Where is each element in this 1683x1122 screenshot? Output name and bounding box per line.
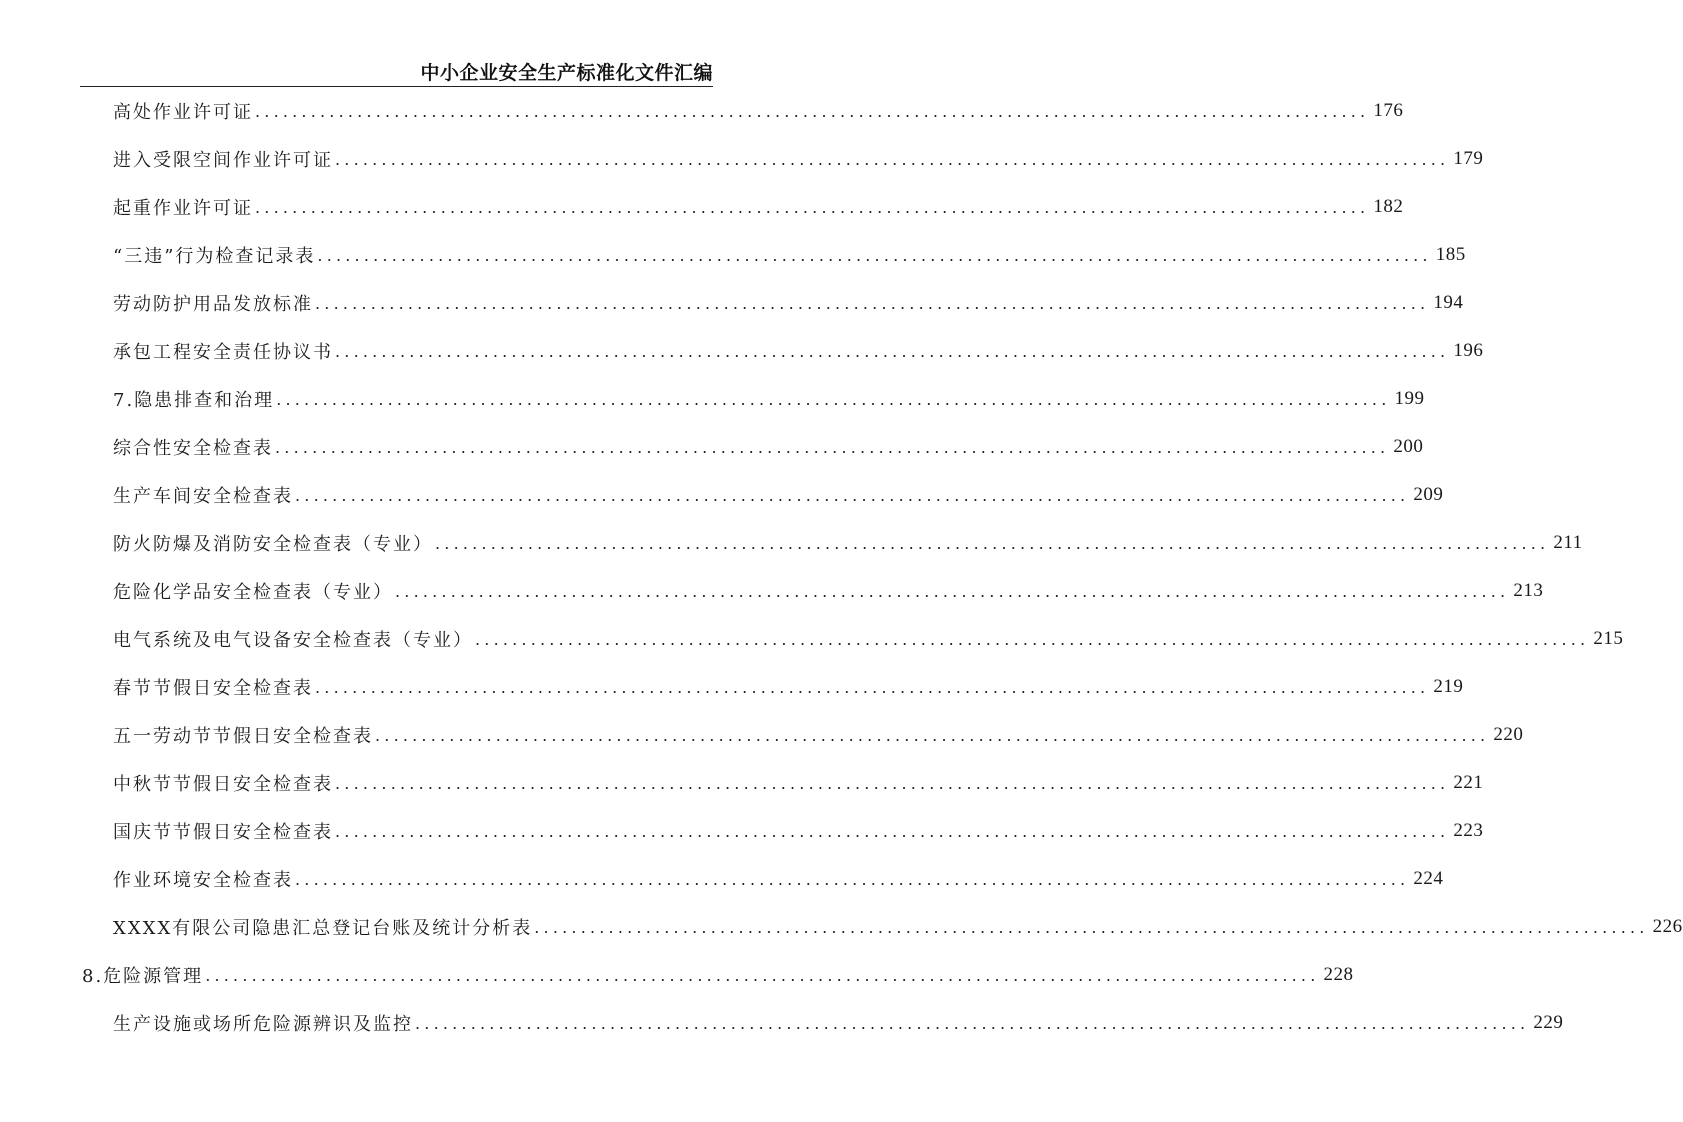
toc-entry-label: 承包工程安全责任协议书 <box>113 342 333 363</box>
toc-entry-label: 春节节假日安全检查表 <box>113 678 313 699</box>
toc-entry[interactable] <box>113 768 1484 798</box>
toc-dot-leader: ........................................................................................................................ <box>315 677 1430 697</box>
toc-dot-leader: ........................................................................................................................ <box>335 341 1450 361</box>
toc-entry-page-number: 220 <box>1493 724 1524 745</box>
toc-dot-leader: ........................................................................................................................ <box>205 965 1320 985</box>
toc-entry[interactable] <box>113 480 1444 510</box>
toc-entry-page-number: 215 <box>1593 628 1624 649</box>
toc-dot-leader: ........................................................................................................................ <box>295 869 1410 889</box>
toc-dot-leader: ........................................................................................................................ <box>275 437 1390 457</box>
toc-dot-leader: ........................................................................................................................ <box>315 293 1430 313</box>
toc-entry-label: XXXX有限公司隐患汇总登记台账及统计分析表 <box>113 918 533 939</box>
toc-dot-leader: ........................................................................................................................ <box>317 245 1432 265</box>
toc-entry-label: 7.隐患排查和治理 <box>113 390 275 411</box>
header-rule <box>80 86 713 87</box>
toc-entry[interactable] <box>113 576 1544 606</box>
toc-entry-page-number: 213 <box>1513 580 1544 601</box>
toc-entry-page-number: 179 <box>1453 148 1484 169</box>
toc-entry-page-number: 221 <box>1453 772 1484 793</box>
toc-entry-label: 生产车间安全检查表 <box>113 486 293 507</box>
toc-entry[interactable] <box>113 144 1484 174</box>
toc-entry-page-number: 182 <box>1373 196 1404 217</box>
toc-entry[interactable] <box>113 96 1404 126</box>
toc-dot-leader: ........................................................................................................................ <box>255 197 1370 217</box>
toc-entry-page-number: 185 <box>1435 244 1466 265</box>
toc-dot-leader: ........................................................................................................................ <box>415 1013 1530 1033</box>
toc-dot-leader: ........................................................................................................................ <box>276 389 1391 409</box>
toc-entry[interactable] <box>113 384 1425 414</box>
toc-entry-page-number: 209 <box>1413 484 1444 505</box>
toc-entry[interactable] <box>113 1008 1564 1038</box>
toc-entry-page-number: 226 <box>1652 916 1683 937</box>
toc-dot-leader: ........................................................................................................................ <box>335 773 1450 793</box>
toc-entry[interactable] <box>113 432 1424 462</box>
toc-dot-leader: ........................................................................................................................ <box>375 725 1490 745</box>
toc-entry-label: 综合性安全检查表 <box>113 438 273 459</box>
toc-entry-page-number: 219 <box>1433 676 1464 697</box>
toc-entry[interactable] <box>113 816 1484 846</box>
toc-entry-label: 高处作业许可证 <box>113 102 253 123</box>
toc-entry[interactable] <box>113 288 1464 318</box>
toc-entry-label: 危险化学品安全检查表（专业） <box>113 582 393 603</box>
toc-dot-leader: ........................................................................................................................ <box>255 101 1370 121</box>
toc-entry[interactable] <box>113 528 1583 558</box>
toc-entry[interactable] <box>113 240 1466 270</box>
toc-entry-page-number: 228 <box>1323 964 1354 985</box>
toc-dot-leader: ........................................................................................................................ <box>335 821 1450 841</box>
toc-entry-page-number: 176 <box>1373 100 1404 121</box>
toc-entry[interactable] <box>113 864 1444 894</box>
toc-entry-page-number: 196 <box>1453 340 1484 361</box>
toc-dot-leader: ........................................................................................................................ <box>335 149 1450 169</box>
toc-entry-label: 劳动防护用品发放标准 <box>113 294 313 315</box>
toc-dot-leader: ........................................................................................................................ <box>295 485 1410 505</box>
toc-entry-page-number: 194 <box>1433 292 1464 313</box>
toc-entry-label: 防火防爆及消防安全检查表（专业） <box>113 534 433 555</box>
toc-entry-page-number: 199 <box>1394 388 1425 409</box>
toc-entry[interactable] <box>113 336 1484 366</box>
toc-entry-page-number: 223 <box>1453 820 1484 841</box>
running-header-title: 中小企业安全生产标准化文件汇编 <box>420 62 713 84</box>
toc-entry-label: “三违”行为检查记录表 <box>113 246 316 267</box>
toc-dot-leader: ........................................................................................................................ <box>435 533 1550 553</box>
toc-entry-label: 进入受限空间作业许可证 <box>113 150 333 171</box>
toc-entry-label: 电气系统及电气设备安全检查表（专业） <box>113 630 473 651</box>
toc-dot-leader: ........................................................................................................................ <box>475 629 1590 649</box>
toc-dot-leader: ........................................................................................................................ <box>534 917 1649 937</box>
toc-entry[interactable] <box>113 720 1524 750</box>
toc-entry-label: 国庆节节假日安全检查表 <box>113 822 333 843</box>
toc-entry-label: 8.危险源管理 <box>82 966 204 987</box>
toc-entry[interactable] <box>113 912 1683 942</box>
toc-entry-label: 中秋节节假日安全检查表 <box>113 774 333 795</box>
toc-entry[interactable] <box>113 672 1464 702</box>
toc-entry-page-number: 211 <box>1553 532 1583 553</box>
toc-entry[interactable] <box>113 624 1624 654</box>
toc-entry-label: 起重作业许可证 <box>113 198 253 219</box>
toc-entry-page-number: 200 <box>1393 436 1424 457</box>
toc-entry[interactable] <box>82 960 1354 990</box>
toc-entry-label: 生产设施或场所危险源辨识及监控 <box>113 1014 413 1035</box>
toc-entry-page-number: 224 <box>1413 868 1444 889</box>
toc-dot-leader: ........................................................................................................................ <box>395 581 1510 601</box>
toc-entry-label: 五一劳动节节假日安全检查表 <box>113 726 373 747</box>
toc-entry-page-number: 229 <box>1533 1012 1564 1033</box>
toc-entry[interactable] <box>113 192 1404 222</box>
toc-entry-label: 作业环境安全检查表 <box>113 870 293 891</box>
